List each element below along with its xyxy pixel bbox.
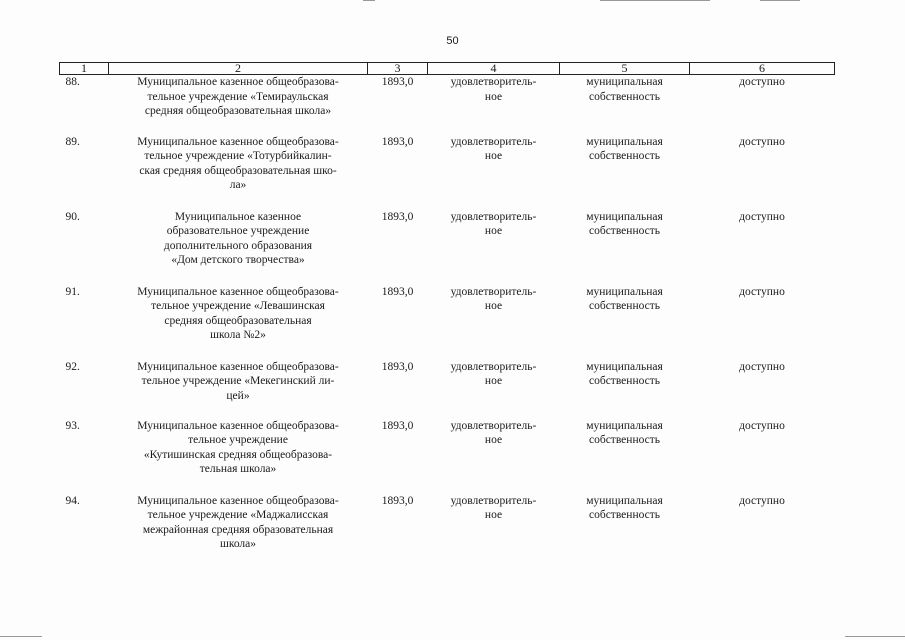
- area-value: 1893,0: [381, 135, 414, 148]
- table-body: [60, 75, 835, 564]
- institution-name-line: «Дом детского творчества»: [171, 254, 305, 266]
- institution-name: [109, 210, 368, 285]
- institution-name-line: тельное учреждение: [188, 434, 288, 446]
- institution-name-line: Муниципальное казенное общеобразова-: [137, 135, 339, 148]
- table-row: [60, 135, 835, 210]
- institution-name-line: тельная школа»: [199, 463, 277, 475]
- institution-name-line: ла»: [229, 179, 247, 191]
- scan-edge-bottom-2: [845, 636, 905, 637]
- institution-name-line: межрайонная средняя образовательная: [142, 523, 334, 536]
- institution-name-line: тельное учреждение «Левашинская: [151, 300, 325, 312]
- ownership-value: [560, 135, 690, 210]
- area-value: 1893,0: [381, 76, 414, 88]
- table-row: [60, 75, 835, 135]
- institution-name-line: образовательное учреждение: [166, 225, 310, 237]
- condition-value: [428, 360, 560, 419]
- institution-name-line: Муниципальное казенное общеобразова-: [137, 494, 339, 507]
- row-number: 88.: [65, 76, 80, 88]
- institution-name-line: ская средняя общеобразовательная шко-: [139, 164, 337, 177]
- ownership-value: [560, 210, 690, 285]
- institution-name-line: Муниципальное казенное общеобразова-: [137, 419, 339, 432]
- accessibility-value: доступно: [739, 494, 785, 507]
- scan-edge-bottom-1: [0, 636, 42, 637]
- ownership-value-line: собственность: [588, 225, 661, 237]
- table-row: [60, 494, 835, 564]
- ownership-value-line: собственность: [588, 434, 661, 446]
- column-header-5: 5: [560, 63, 690, 75]
- row-number: 94.: [65, 494, 80, 507]
- area-value: 1893,0: [381, 419, 414, 432]
- scan-edge-top-3: [760, 0, 800, 1]
- accessibility-value: доступно: [739, 360, 785, 373]
- condition-value-line: удовлетворитель-: [450, 285, 537, 298]
- condition-value: [428, 419, 560, 494]
- institution-name-line: средняя общеобразовательная школа»: [144, 105, 332, 117]
- area-value: 1893,0: [381, 285, 414, 298]
- institution-name-line: школа»: [219, 538, 257, 550]
- column-number-row: [60, 63, 835, 75]
- ownership-value: [560, 75, 690, 135]
- column-header-6: 6: [690, 63, 835, 75]
- accessibility-value: доступно: [739, 285, 785, 298]
- ownership-value: [560, 360, 690, 419]
- condition-value-line: ное: [484, 90, 503, 103]
- institution-name-line: дополнительного образования: [163, 239, 313, 252]
- ownership-value-line: муниципальная: [586, 419, 663, 432]
- table-row: [60, 285, 835, 360]
- institution-name-line: школа №2»: [210, 329, 266, 341]
- table-row: [60, 210, 835, 285]
- institution-name: [109, 360, 368, 419]
- institution-name-line: тельное учреждение «Темираульская: [147, 90, 329, 103]
- condition-value-line: удовлетворитель-: [450, 210, 537, 223]
- condition-value: [428, 494, 560, 564]
- institution-name-line: Муниципальное казенное: [174, 210, 302, 223]
- ownership-value: [560, 285, 690, 360]
- condition-value-line: ное: [484, 509, 503, 521]
- institution-name-line: «Кутишинская средняя общеобразова-: [143, 448, 333, 461]
- ownership-value-line: собственность: [588, 300, 661, 312]
- column-header-3: 3: [368, 63, 428, 75]
- condition-value-line: удовлетворитель-: [450, 135, 537, 148]
- institution-name: [109, 419, 368, 494]
- institution-name: [109, 75, 368, 135]
- area-value: 1893,0: [381, 210, 414, 223]
- condition-value-line: ное: [484, 300, 503, 312]
- column-header-1: 1: [60, 63, 109, 75]
- accessibility-value: доступно: [739, 135, 785, 148]
- institution-name: [109, 135, 368, 210]
- accessibility-value: доступно: [739, 419, 785, 432]
- institution-name: [109, 285, 368, 360]
- ownership-value-line: собственность: [588, 375, 661, 387]
- ownership-value-line: собственность: [588, 509, 661, 521]
- ownership-value-line: муниципальная: [586, 360, 663, 373]
- ownership-value-line: муниципальная: [586, 494, 663, 507]
- institution-name-line: тельное учреждение «Мекегинский ли-: [141, 375, 335, 387]
- institution-name-line: Муниципальное казенное общеобразова-: [137, 76, 339, 88]
- condition-value-line: удовлетворитель-: [450, 360, 537, 373]
- table-row: [60, 360, 835, 419]
- institution-name-line: тельное учреждение «Тотурбийкалин-: [144, 150, 332, 162]
- ownership-value: [560, 494, 690, 564]
- row-number: 89.: [65, 135, 80, 148]
- condition-value: [428, 285, 560, 360]
- row-number: 93.: [65, 419, 80, 432]
- scan-edge-top-1: [363, 0, 375, 1]
- accessibility-value: доступно: [739, 210, 785, 223]
- accessibility-value: доступно: [739, 76, 785, 88]
- condition-value-line: удовлетворитель-: [450, 76, 537, 88]
- row-number: 92.: [65, 360, 80, 373]
- condition-value: [428, 135, 560, 210]
- column-header-4: 4: [428, 63, 560, 75]
- area-value: 1893,0: [381, 494, 414, 507]
- objects-table: [59, 62, 835, 564]
- institution-name-line: Муниципальное казенное общеобразова-: [137, 285, 339, 298]
- area-value: 1893,0: [381, 360, 414, 373]
- institution-name-line: тельное учреждение «Маджалисская: [147, 509, 329, 521]
- column-header-2: 2: [109, 63, 368, 75]
- ownership-value: [560, 419, 690, 494]
- row-number: 91.: [65, 285, 80, 298]
- ownership-value-line: муниципальная: [586, 135, 663, 148]
- institution-name-line: цей»: [226, 389, 250, 402]
- institution-name: [109, 494, 368, 564]
- condition-value-line: ное: [484, 150, 503, 162]
- institution-name-line: Муниципальное казенное общеобразова-: [137, 360, 339, 373]
- ownership-value-line: муниципальная: [586, 76, 663, 88]
- condition-value-line: ное: [484, 225, 503, 237]
- scan-edge-top-2: [600, 0, 710, 1]
- condition-value-line: удовлетворитель-: [450, 494, 537, 507]
- condition-value-line: ное: [484, 375, 503, 387]
- ownership-value-line: муниципальная: [586, 285, 663, 298]
- ownership-value-line: собственность: [588, 90, 661, 103]
- ownership-value-line: собственность: [588, 150, 661, 162]
- condition-value-line: ное: [484, 434, 503, 446]
- institution-name-line: средняя общеобразовательная: [164, 314, 312, 327]
- condition-value: [428, 75, 560, 135]
- ownership-value-line: муниципальная: [586, 210, 663, 223]
- row-number: 90.: [65, 210, 80, 223]
- condition-value: [428, 210, 560, 285]
- page-number: 50: [446, 35, 459, 47]
- table-row: [60, 419, 835, 494]
- condition-value-line: удовлетворитель-: [450, 419, 537, 432]
